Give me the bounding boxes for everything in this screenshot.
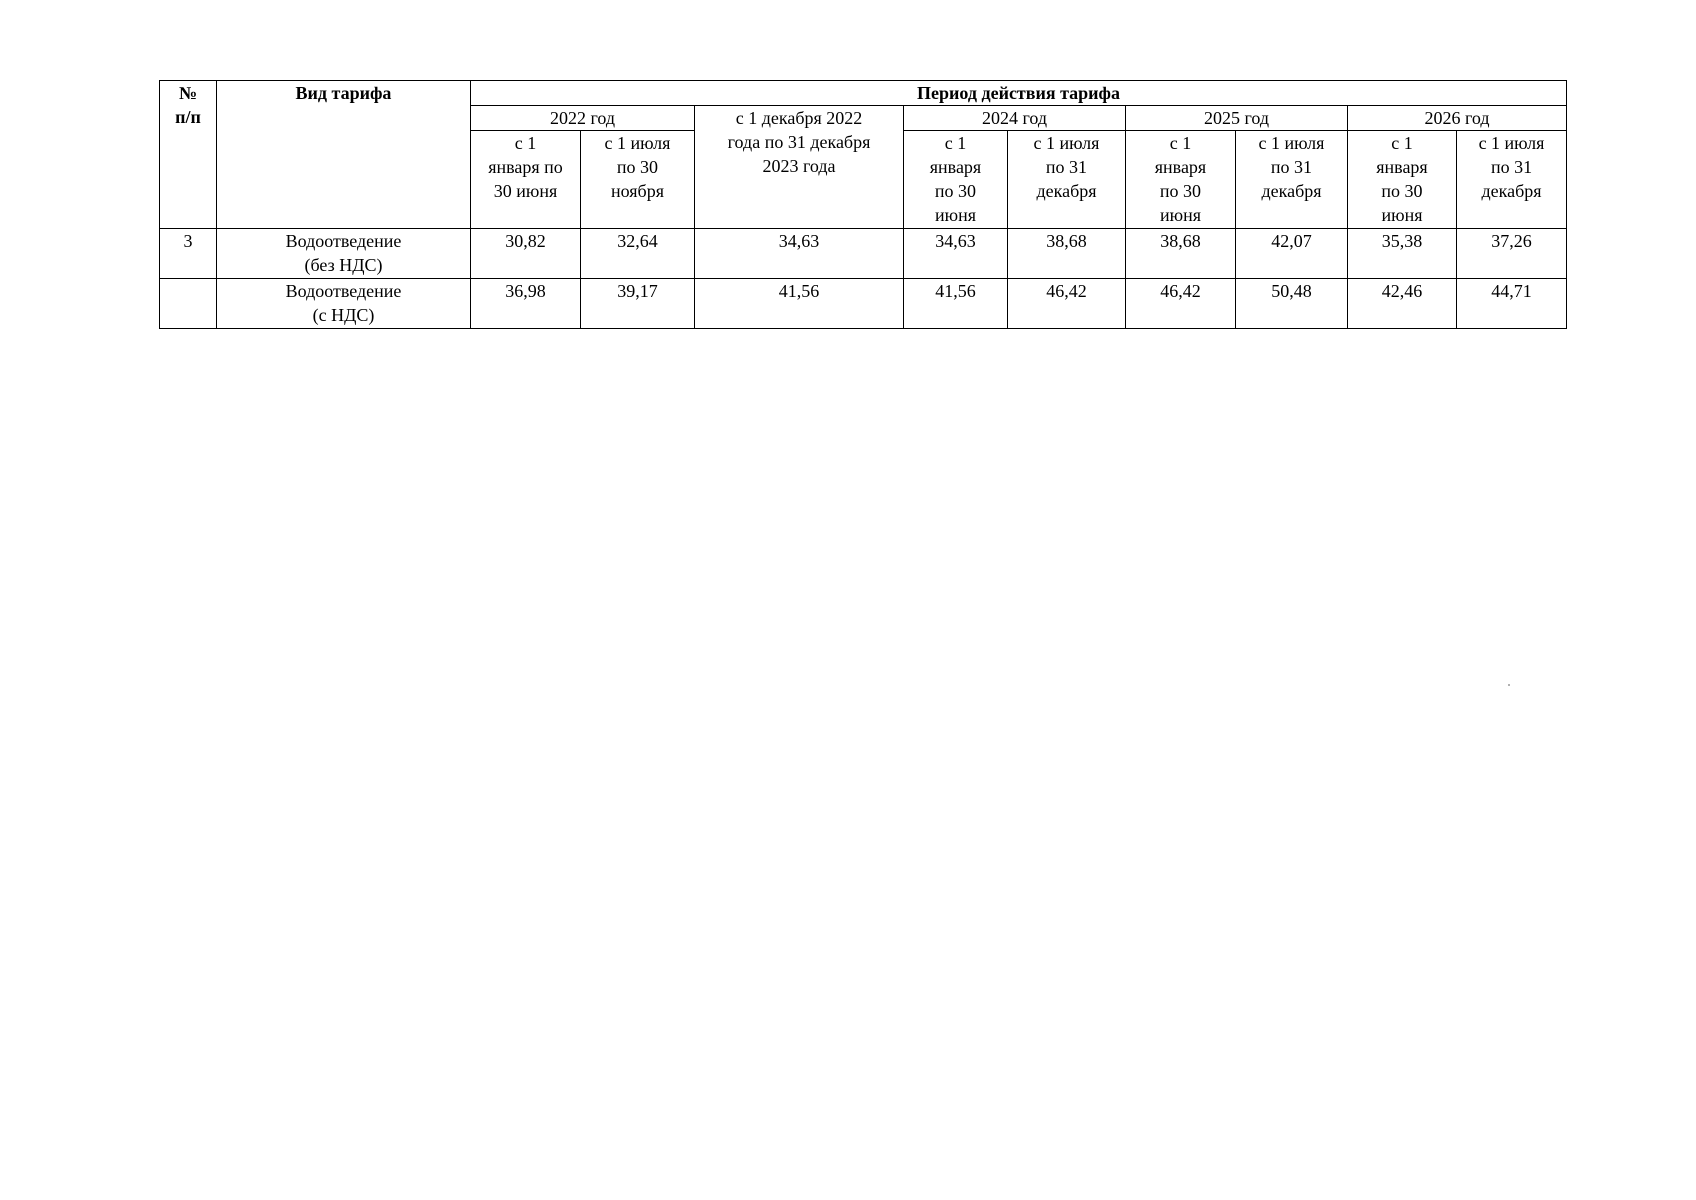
header-period-cell: с 1 января по 30 июня	[471, 131, 581, 229]
header-period-cell: с 1 января по 30 июня	[1126, 131, 1236, 229]
header-period-cell: с 1 января по 30 июня	[1348, 131, 1457, 229]
tariff-value: 42,07	[1236, 229, 1348, 279]
scan-speck	[1508, 684, 1510, 686]
tariff-value: 35,38	[1348, 229, 1457, 279]
tariff-value: 38,68	[1008, 229, 1126, 279]
header-dec2022-dec2023: с 1 декабря 2022 года по 31 декабря 2023 года	[695, 106, 904, 229]
header-num-symbol: №	[178, 83, 198, 103]
tariff-value: 41,56	[904, 279, 1008, 329]
tariff-value: 46,42	[1008, 279, 1126, 329]
tariff-value: 44,71	[1457, 279, 1567, 329]
tariff-value: 36,98	[471, 279, 581, 329]
header-year-2022: 2022 год	[471, 106, 695, 131]
tariff-value: 37,26	[1457, 229, 1567, 279]
table-row	[160, 279, 1567, 329]
header-num-abbr: п/п	[175, 107, 201, 127]
header-period: Период действия тарифа	[471, 81, 1567, 106]
header-period-cell: с 1 июля по 31 декабря	[1457, 131, 1567, 229]
row-label: Водоотведение (без НДС)	[217, 229, 471, 279]
table-row	[160, 229, 1567, 279]
row-label: Водоотведение (с НДС)	[217, 279, 471, 329]
tariff-table	[159, 80, 1567, 329]
header-tariff-type: Вид тарифа	[217, 81, 471, 229]
row-number	[160, 279, 217, 329]
header-year-2024: 2024 год	[904, 106, 1126, 131]
header-year-2025: 2025 год	[1126, 106, 1348, 131]
row-number: 3	[160, 229, 217, 279]
tariff-value: 34,63	[695, 229, 904, 279]
header-num	[160, 81, 217, 229]
tariff-value: 50,48	[1236, 279, 1348, 329]
tariff-value: 34,63	[904, 229, 1008, 279]
header-period-cell: с 1 июля по 31 декабря	[1008, 131, 1126, 229]
header-period-cell: с 1 января по 30 июня	[904, 131, 1008, 229]
tariff-value: 39,17	[581, 279, 695, 329]
tariff-value: 30,82	[471, 229, 581, 279]
header-period-cell: с 1 июля по 31 декабря	[1236, 131, 1348, 229]
tariff-value: 42,46	[1348, 279, 1457, 329]
tariff-value: 32,64	[581, 229, 695, 279]
header-year-2026: 2026 год	[1348, 106, 1567, 131]
tariff-value: 46,42	[1126, 279, 1236, 329]
header-period-cell: с 1 июля по 30 ноября	[581, 131, 695, 229]
tariff-value: 41,56	[695, 279, 904, 329]
tariff-value: 38,68	[1126, 229, 1236, 279]
